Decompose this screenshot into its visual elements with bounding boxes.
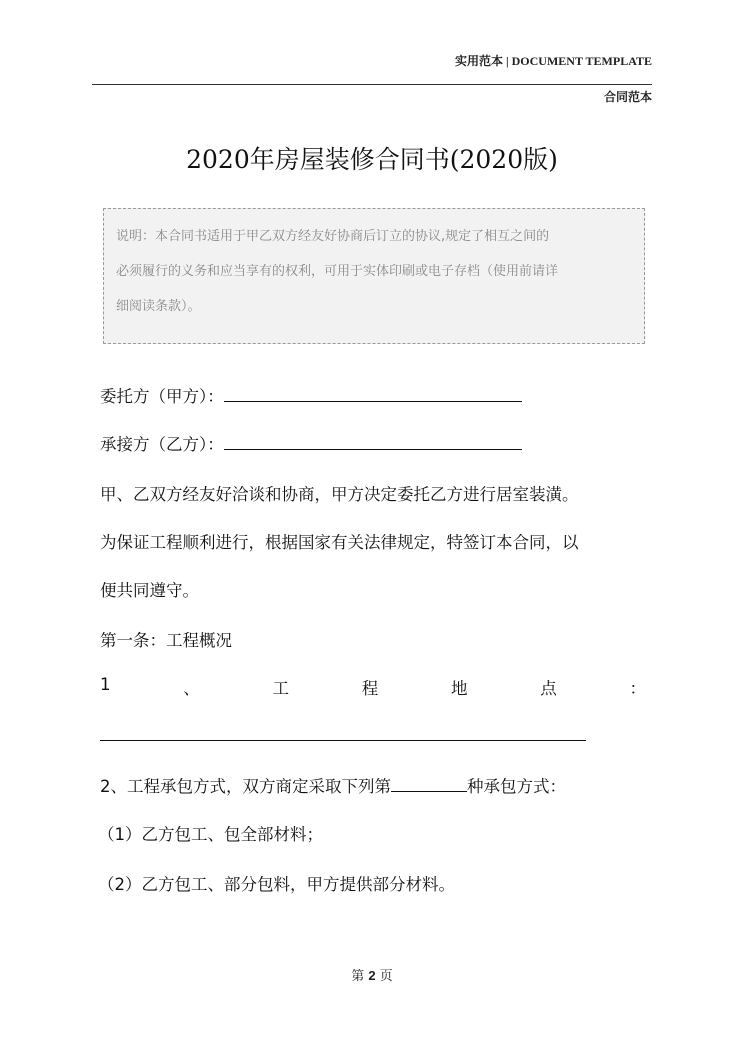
preamble-line-2: 为保证工程顺利进行，根据国家有关法律规定，特签订本合同，以 <box>100 533 579 552</box>
party-a-line <box>100 383 522 407</box>
item-1-char: 工 <box>272 679 289 698</box>
header-category: 合同范本 <box>603 90 652 104</box>
party-b-label: 承接方（乙方）： <box>100 435 224 455</box>
header-divider <box>92 84 652 85</box>
option-2: （2）乙方包工、部分包料，甲方提供部分材料。 <box>98 875 455 894</box>
party-b-blank[interactable] <box>224 431 522 450</box>
work-location-blank[interactable] <box>100 726 586 741</box>
item-1-char: 点 <box>540 679 557 698</box>
item-2-prefix: 2、工程承包方式，双方商定采取下列第 <box>100 777 391 797</box>
item-1-char: ： <box>629 679 646 698</box>
article-1-heading: 第一条：工程概况 <box>100 631 232 650</box>
item-1-char: 地 <box>451 679 468 698</box>
document-title: 2020年房屋装修合同书(2020版) <box>186 145 558 174</box>
option-1: （1）乙方包工、包全部材料； <box>98 825 323 844</box>
notice-line-1: 说明：本合同书适用于甲乙双方经友好协商后订立的协议,规定了相互之间的 <box>116 229 550 244</box>
notice-line-3: 细阅读条款）。 <box>116 299 201 314</box>
preamble-line-3: 便共同遵守。 <box>100 581 199 600</box>
item-2-suffix: 种承包方式： <box>467 777 566 797</box>
party-b-line <box>100 431 522 455</box>
notice-line-2: 必须履行的义务和应当享有的权利，可用于实体印刷或电子存档（使用前请详 <box>116 264 559 279</box>
party-a-blank[interactable] <box>224 383 522 402</box>
item-1-work-location <box>100 675 646 699</box>
header-brand: 实用范本 | DOCUMENT TEMPLATE <box>455 54 652 68</box>
preamble-line-1: 甲、乙双方经友好洽谈和协商，甲方决定委托乙方进行居室装潢。 <box>100 485 579 504</box>
page-suffix: 页 <box>379 969 393 984</box>
party-a-label: 委托方（甲方）： <box>100 387 224 407</box>
contract-mode-blank[interactable] <box>391 773 467 792</box>
item-1-char: 、 <box>183 679 200 698</box>
page-number-value: 2 <box>368 968 376 983</box>
item-1-char: 1 <box>100 675 111 694</box>
item-2-contract-mode <box>100 773 566 797</box>
page-number <box>0 965 744 984</box>
notice-box <box>103 208 645 344</box>
item-1-char: 程 <box>361 679 379 698</box>
page-prefix: 第 <box>351 969 365 984</box>
